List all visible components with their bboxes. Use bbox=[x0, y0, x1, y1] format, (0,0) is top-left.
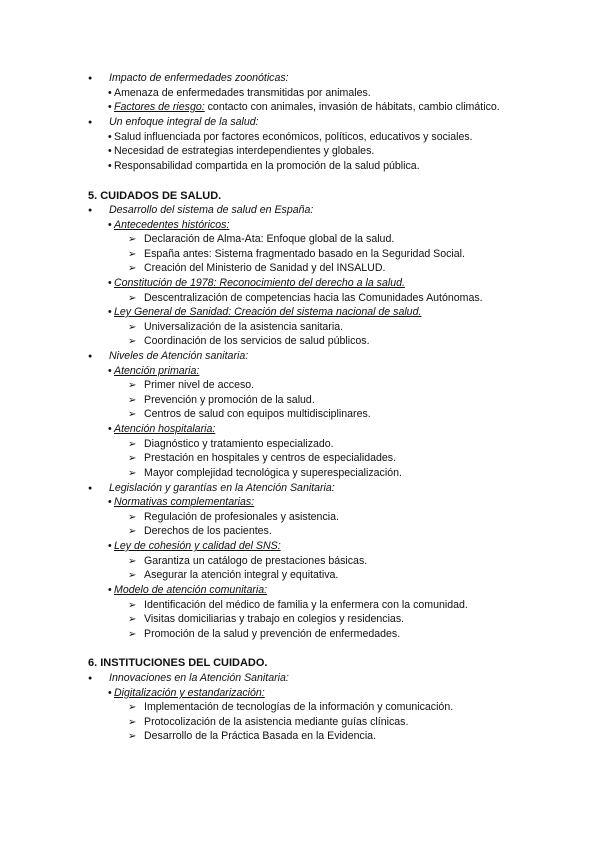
cohesion-item-1: ➢ Garantiza un catálogo de prestaciones básicas. bbox=[128, 555, 368, 567]
cohesion-heading: • Ley de cohesión y calidad del SNS: bbox=[108, 540, 281, 552]
dev-title: ● Desarrollo del sistema de salud en España: bbox=[109, 204, 313, 217]
antecedentes-item-1: ➢ Declaración de Alma-Ata: Enfoque global de la salud. bbox=[128, 233, 395, 245]
zoonoses-item-1: • Amenaza de enfermedades transmitidas por animales. bbox=[108, 87, 371, 99]
integral-item-2: • Necesidad de estrategias interdependientes y globales. bbox=[108, 145, 375, 157]
normativas-item-2: ➢ Derechos de los pacientes. bbox=[128, 525, 272, 537]
integral-title: ● Un enfoque integral de la salud: bbox=[109, 116, 259, 129]
primaria-item-1: ➢ Primer nivel de acceso. bbox=[128, 379, 255, 391]
primaria-item-3: ➢ Centros de salud con equipos multidisciplinares. bbox=[128, 408, 371, 420]
primaria-heading: • Atención primaria: bbox=[108, 365, 200, 377]
antecedentes-heading: • Antecedentes históricos: bbox=[108, 219, 230, 231]
comunitaria-heading: • Modelo de atención comunitaria: bbox=[108, 584, 268, 596]
zoonoses-item-2: • Factores de riesgo: contacto con animales, invasión de hábitats, cambio climático. bbox=[108, 101, 500, 113]
comunitaria-item-1: ➢ Identificación del médico de familia y la enfermera con la comunidad. bbox=[128, 599, 468, 611]
integral-item-1: • Salud influenciada por factores económicos, políticos, educativos y sociales. bbox=[108, 131, 473, 143]
section6-heading: 6. INSTITUCIONES DEL CUIDADO. bbox=[88, 657, 268, 669]
constitucion-item-1: ➢ Descentralización de competencias hacia las Comunidades Autónomas. bbox=[128, 292, 483, 304]
integral-item-3: • Responsabilidad compartida en la promoción de la salud pública. bbox=[108, 160, 420, 172]
hospitalaria-heading: • Atención hospitalaria: bbox=[108, 423, 216, 435]
digitalizacion-item-2: ➢ Protocolización de la asistencia mediante guías clínicas. bbox=[128, 716, 409, 728]
primaria-item-2: ➢ Prevención y promoción de la salud. bbox=[128, 394, 315, 406]
hospitalaria-item-3: ➢ Mayor complejidad tecnológica y superespecialización. bbox=[128, 467, 402, 479]
ley-general-item-1: ➢ Universalización de la asistencia sanitaria. bbox=[128, 321, 344, 333]
section5-heading: 5. CUIDADOS DE SALUD. bbox=[88, 190, 222, 202]
hospitalaria-item-1: ➢ Diagnóstico y tratamiento especializado. bbox=[128, 438, 334, 450]
zoonoses-title: ● Impacto de enfermedades zoonóticas: bbox=[109, 72, 289, 85]
legislacion-title: ● Legislación y garantías en la Atención Sanitaria: bbox=[109, 482, 335, 495]
normativas-heading: • Normativas complementarias: bbox=[108, 496, 255, 508]
comunitaria-item-3: ➢ Promoción de la salud y prevención de enfermedades. bbox=[128, 628, 401, 640]
digitalizacion-item-3: ➢ Desarrollo de la Práctica Basada en la Evidencia. bbox=[128, 730, 377, 742]
hospitalaria-item-2: ➢ Prestación en hospitales y centros de especialidades. bbox=[128, 452, 397, 464]
digitalizacion-heading: • Digitalización y estandarización: bbox=[108, 687, 265, 699]
normativas-item-1: ➢ Regulación de profesionales y asistencia. bbox=[128, 511, 339, 523]
ley-general-item-2: ➢ Coordinación de los servicios de salud públicos. bbox=[128, 335, 370, 347]
constitucion-heading: • Constitución de 1978: Reconocimiento del derecho a la salud. bbox=[108, 277, 405, 289]
innovaciones-title: ● Innovaciones en la Atención Sanitaria: bbox=[109, 672, 289, 685]
comunitaria-item-2: ➢ Visitas domiciliarias y trabajo en colegios y residencias. bbox=[128, 613, 405, 625]
cohesion-item-2: ➢ Asegurar la atención integral y equitativa. bbox=[128, 569, 339, 581]
niveles-title: ● Niveles de Atención sanitaria: bbox=[109, 350, 248, 363]
antecedentes-item-3: ➢ Creación del Ministerio de Sanidad y del INSALUD. bbox=[128, 262, 386, 274]
ley-general-heading: • Ley General de Sanidad: Creación del sistema nacional de salud. bbox=[108, 306, 422, 318]
digitalizacion-item-1: ➢ Implementación de tecnologías de la información y comunicación. bbox=[128, 701, 454, 713]
antecedentes-item-2: ➢ España antes: Sistema fragmentado basado en la Seguridad Social. bbox=[128, 248, 465, 260]
